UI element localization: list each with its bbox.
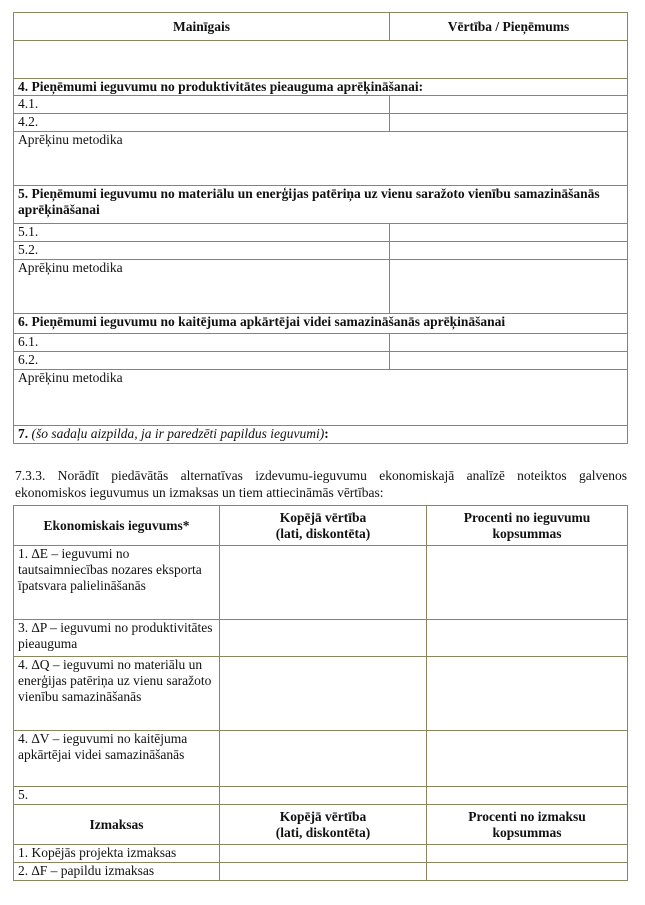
percent-cell[interactable] xyxy=(427,731,628,787)
item-6-1: 6.1. xyxy=(14,334,390,352)
section-5-title: 5. Pieņēmumi ieguvumu no materiālu un enerģijas patēriņa uz vienu saražoto vienību samazināšanās aprēķināšanai xyxy=(14,186,628,224)
percent-cell[interactable] xyxy=(427,845,628,863)
cost-total-header: Kopējā vērtība (lati, diskontēta) xyxy=(220,805,427,845)
section-4-title: 4. Pieņēmumi ieguvumu no produktivitātes pieauguma aprēķināšanai: xyxy=(14,79,628,96)
value-cell[interactable] xyxy=(390,242,628,260)
value-cell[interactable] xyxy=(220,787,427,805)
section-6-title: 6. Pieņēmumi ieguvumu no kaitējuma apkārtējai videi samazināšanās aprēķināšanai xyxy=(14,314,628,334)
percent-cell[interactable] xyxy=(427,546,628,620)
header-value: Vērtība / Pieņēmums xyxy=(390,13,628,41)
cost-row-label: 1. Kopējās projekta izmaksas xyxy=(14,845,220,863)
value-cell[interactable] xyxy=(220,845,427,863)
value-cell[interactable] xyxy=(220,546,427,620)
method-4[interactable]: Aprēķinu metodika xyxy=(14,132,628,186)
method-6[interactable]: Aprēķinu metodika xyxy=(14,370,628,426)
percent-cell[interactable] xyxy=(427,657,628,731)
instruction-paragraph: 7.3.3. Norādīt piedāvātās alternatīvas izdevumu-ieguvumu ekonomiskajā analīzē noteiktos galvenos ekonomiskos ieguvumus un izmaksas un tiem attiecināmās vērtības: xyxy=(15,468,627,500)
benefit-row-label: 1. ∆E – ieguvumi no tautsaimniecības nozares eksporta īpatsvara palielināšanās xyxy=(14,546,220,620)
benefit-percent-header: Procenti no ieguvumu kopsummas xyxy=(427,506,628,546)
cost-row-label: 2. ∆F – papildu izmaksas xyxy=(14,863,220,881)
method-5[interactable]: Aprēķinu metodika xyxy=(14,260,390,314)
value-cell[interactable] xyxy=(220,863,427,881)
value-cell[interactable] xyxy=(390,114,628,132)
percent-cell[interactable] xyxy=(427,620,628,657)
value-cell[interactable] xyxy=(220,731,427,787)
benefits-costs-table xyxy=(13,505,628,881)
cost-percent-header: Procenti no izmaksu kopsummas xyxy=(427,805,628,845)
assumptions-table xyxy=(13,12,628,444)
item-5-1: 5.1. xyxy=(14,224,390,242)
cost-header: Izmaksas xyxy=(14,805,220,845)
benefit-row-label: 3. ∆P – ieguvumi no produktivitātes pieauguma xyxy=(14,620,220,657)
value-cell[interactable] xyxy=(390,224,628,242)
value-cell[interactable] xyxy=(390,334,628,352)
blank-row xyxy=(14,41,628,79)
value-cell[interactable] xyxy=(390,260,628,314)
benefit-row-label: 4. ∆Q – ieguvumi no materiālu un enerģijas patēriņa uz vienu saražoto vienību samazināšanās xyxy=(14,657,220,731)
item-4-1: 4.1. xyxy=(14,96,390,114)
item-4-2: 4.2. xyxy=(14,114,390,132)
percent-cell[interactable] xyxy=(427,863,628,881)
benefit-row-label: 5. xyxy=(14,787,220,805)
percent-cell[interactable] xyxy=(427,787,628,805)
item-5-2: 5.2. xyxy=(14,242,390,260)
benefit-row-label: 4. ∆V – ieguvumi no kaitējuma apkārtējai videi samazināšanās xyxy=(14,731,220,787)
value-cell[interactable] xyxy=(220,620,427,657)
benefit-header: Ekonomiskais ieguvums* xyxy=(14,506,220,546)
value-cell[interactable] xyxy=(390,96,628,114)
item-6-2: 6.2. xyxy=(14,352,390,370)
header-variable: Mainīgais xyxy=(14,13,390,41)
value-cell[interactable] xyxy=(390,352,628,370)
value-cell[interactable] xyxy=(220,657,427,731)
section-7-title: 7. (šo sadaļu aizpilda, ja ir paredzēti papildus ieguvumi): xyxy=(14,426,628,444)
total-value-header: Kopējā vērtība (lati, diskontēta) xyxy=(220,506,427,546)
